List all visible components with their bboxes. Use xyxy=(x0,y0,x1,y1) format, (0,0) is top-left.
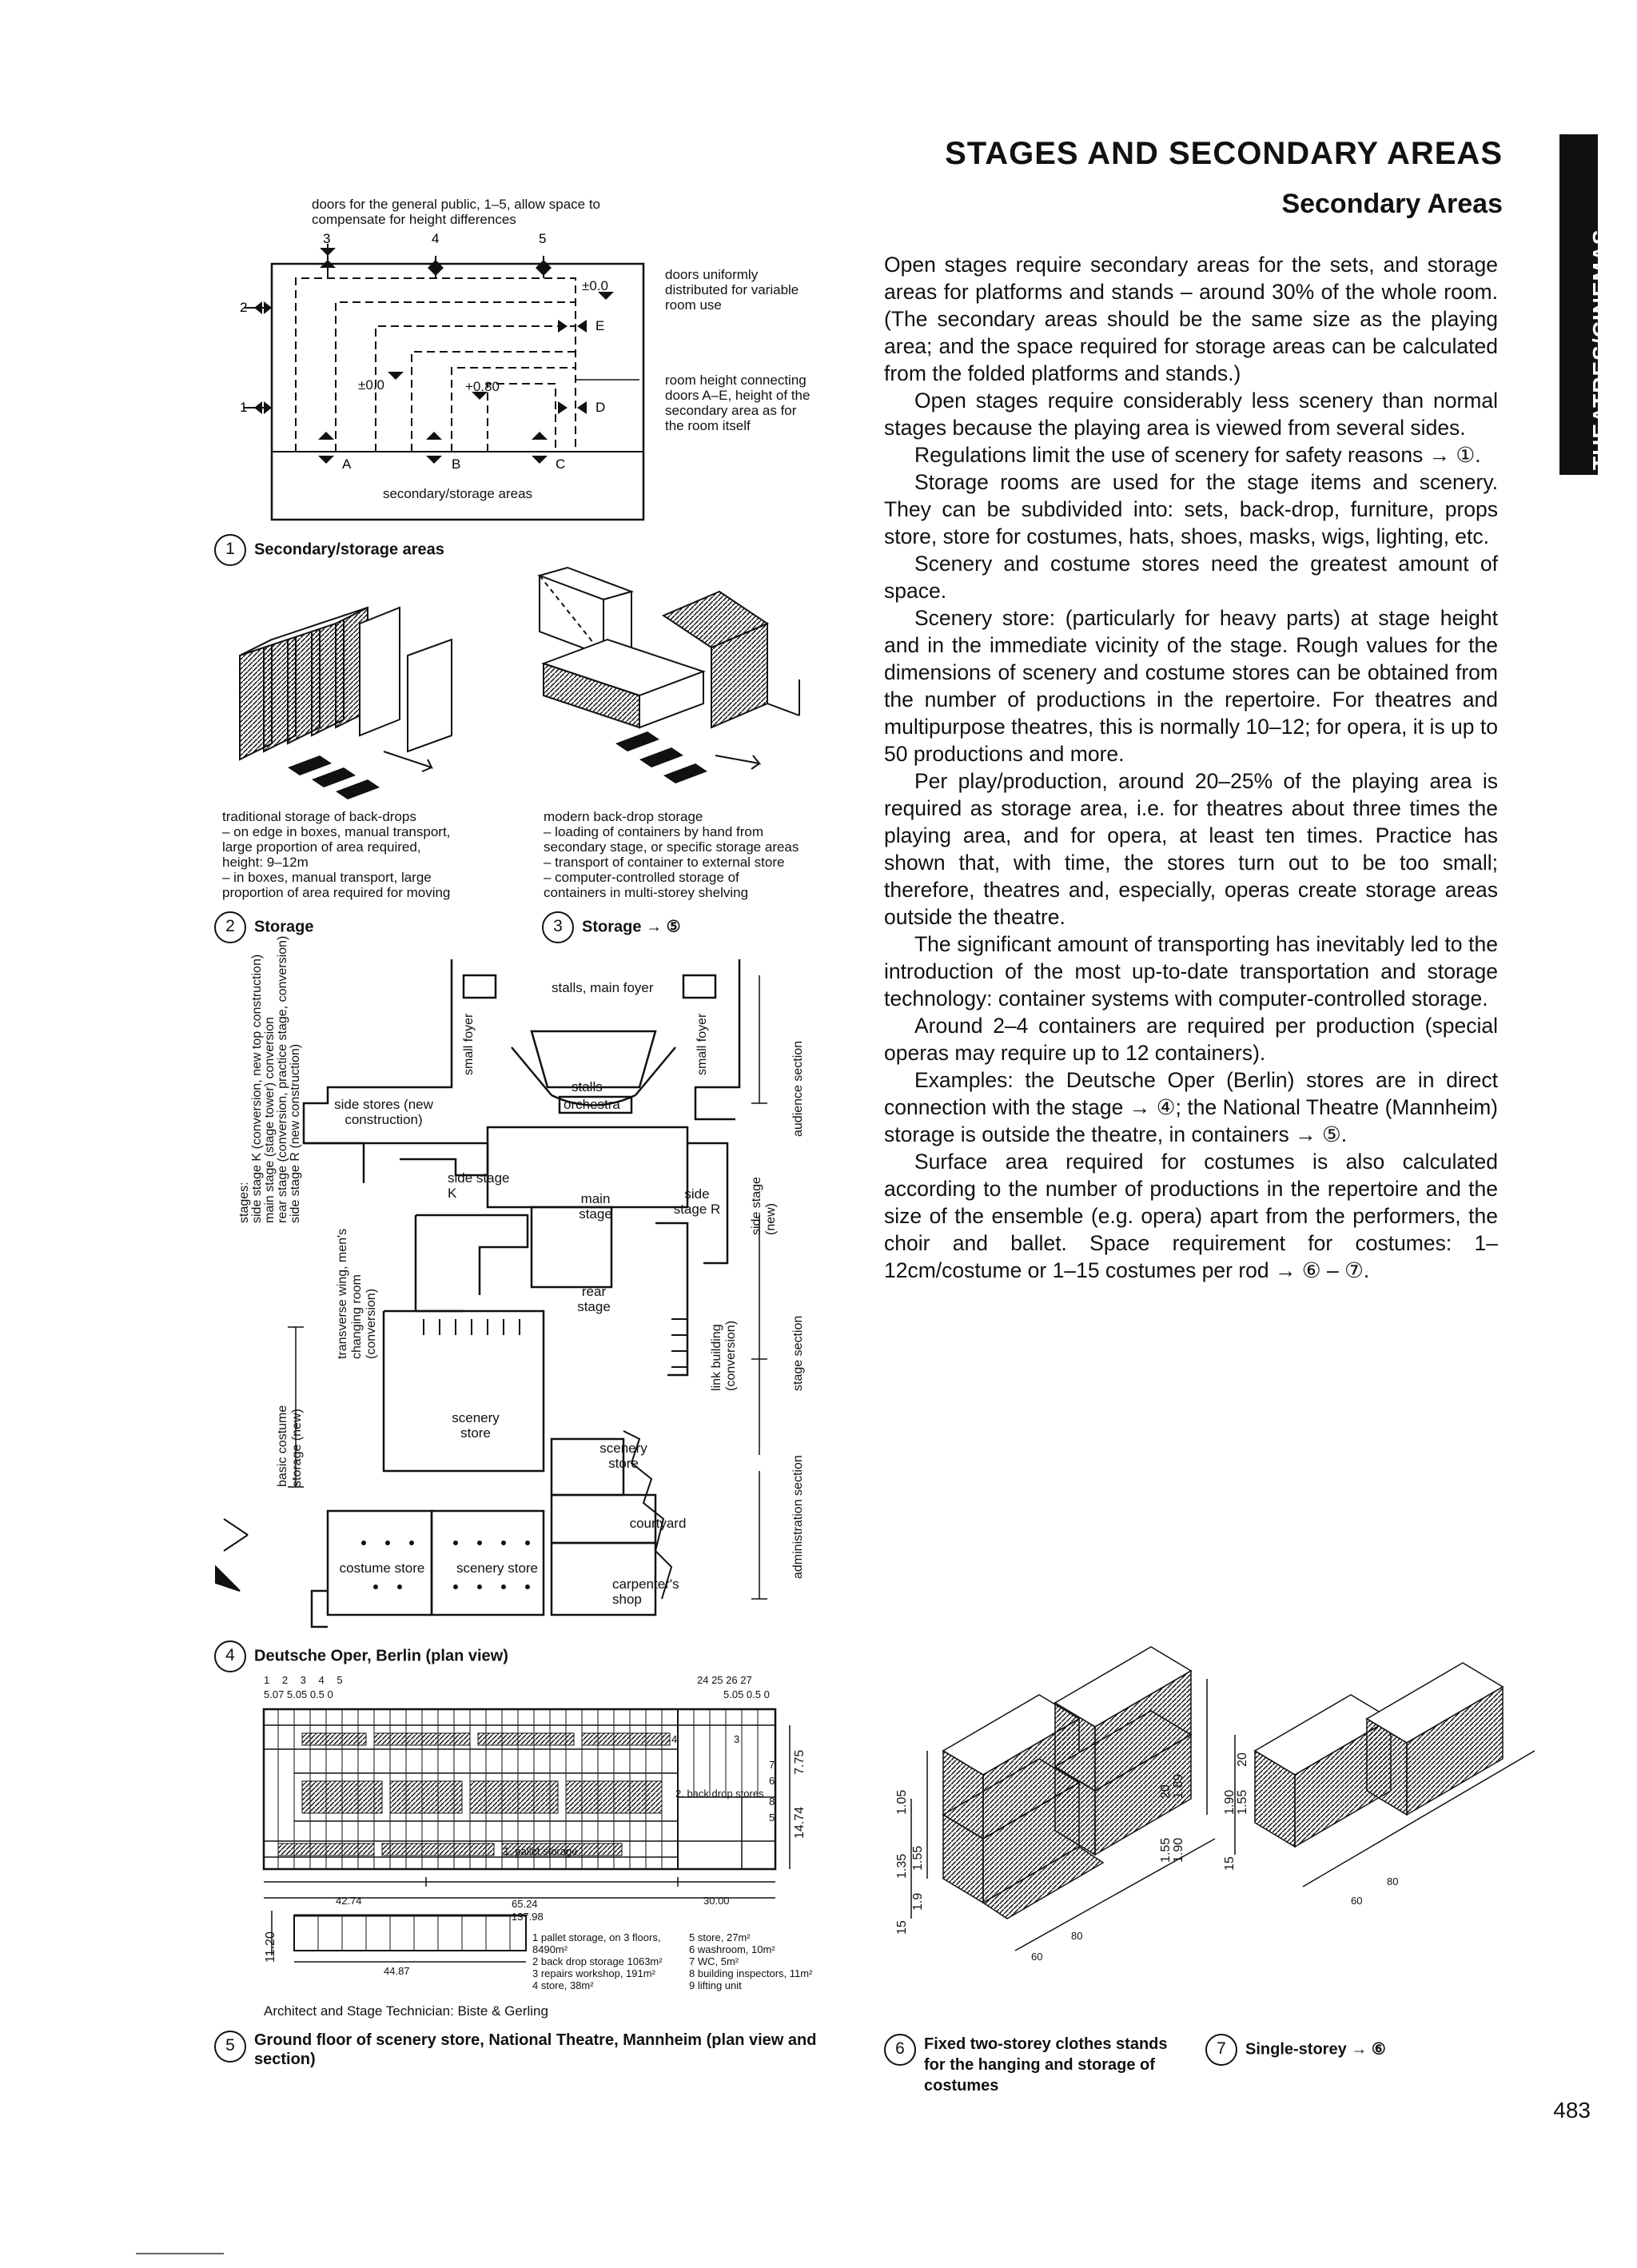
page-number: 483 xyxy=(1553,2098,1591,2123)
vlabel-small-foyer-left: small foyer xyxy=(462,1013,476,1075)
fig3-caption xyxy=(542,911,681,943)
fig5-legend-item: 8 building inspectors, 11m² xyxy=(689,1967,813,1979)
fig1-caption-text: Secondary/storage areas xyxy=(254,540,444,559)
fig6-dim: 1.89 xyxy=(1172,1773,1185,1799)
fig2-illustration xyxy=(224,576,496,807)
fig5-legend-item: 2 back drop storage 1063m² xyxy=(532,1955,663,1967)
fig1-level-top: ±0.0 xyxy=(582,278,608,293)
fig2-text-line: height: 9–12m xyxy=(222,855,309,870)
side-tab-label: THEATRES/CINEMAS xyxy=(1588,229,1613,470)
body-text xyxy=(884,251,1498,1284)
vlabel-main-stage: main stage (stage tower) conversion xyxy=(263,1017,277,1223)
vlabel-stages: stages: xyxy=(237,1182,251,1223)
fig5-legend-item: 3 repairs workshop, 191m² xyxy=(532,1967,655,1979)
vlabel-side-stage-new: side stage (new) xyxy=(750,1177,778,1235)
fig7-illustration xyxy=(1215,1655,1559,1911)
door-label: 2 xyxy=(240,300,248,315)
label-scenery-store-3: scenery store xyxy=(456,1560,539,1576)
fig5-label-8: 8 xyxy=(769,1796,775,1808)
paragraph: Open stages require secondary areas for the sets, and storage areas for platforms and stands – around 30% of the whole room. (The secondary areas should be the same size as the playing area; and the space required for storage areas can be calculated from the folded platforms and stands.) xyxy=(884,253,1498,385)
fig3-number: 3 xyxy=(542,911,574,943)
fig4-number: 4 xyxy=(214,1640,246,1672)
fig3-text-line: – loading of containers by hand from xyxy=(544,824,764,839)
door-label: B xyxy=(452,456,461,472)
fig2-text-line: – in boxes, manual transport, large xyxy=(222,870,432,885)
fig3-text xyxy=(544,809,855,900)
door-label: 4 xyxy=(432,231,440,246)
fig3-illustration xyxy=(536,568,823,807)
vlabel-small-foyer-right: small foyer xyxy=(695,1013,709,1075)
paragraph: Regulations limit the use of scenery for safety reasons → ①. xyxy=(914,443,1481,467)
door-label: 5 xyxy=(539,231,547,246)
vlabel-stage-section: stage section xyxy=(791,1315,805,1391)
fig5-dim-top-left: 5.07 5.05 0.5 0 xyxy=(264,1688,333,1700)
door-label: A xyxy=(342,456,352,472)
fig5-credit: Architect and Stage Technician: Biste & Gerling xyxy=(264,2003,548,2019)
paragraph: The significant amount of transporting has inevitably led to the introduction of the most up-to-date transportation and storage technology: container systems with computer-controlled storage. xyxy=(884,932,1498,1010)
fig6-illustration xyxy=(879,1655,1263,1975)
fig2-text-line: proportion of area required for moving xyxy=(222,885,451,900)
fig3-text-line: secondary stage, or specific storage areas xyxy=(544,839,799,855)
door-label: C xyxy=(556,456,566,472)
fig5-dim-side-2: 7.75 xyxy=(793,1749,807,1775)
fig5-dim-top-right: 5.05 0.5 0 xyxy=(723,1688,770,1700)
fig5-label-4: 4 xyxy=(671,1733,678,1745)
fig1-level-080: +0.80 xyxy=(465,379,500,394)
label-scenery-store: scenery store xyxy=(452,1410,500,1441)
label-courtyard: courtyard xyxy=(629,1516,687,1531)
fig5-dim-5: 44.87 xyxy=(384,1965,410,1977)
label-orchestra: orchestra xyxy=(564,1097,620,1112)
label-carpenters-shop: carpenter's shop xyxy=(612,1576,679,1607)
fig5-legend-left xyxy=(532,1931,692,1991)
fig5-dim-2: 65.24 xyxy=(512,1898,538,1910)
door-label: E xyxy=(595,318,605,333)
fig7-dim: 15 xyxy=(1223,1856,1237,1871)
fig5-dim-1: 42.74 xyxy=(336,1895,362,1907)
fig1-level-left: ±0.0 xyxy=(358,377,384,393)
fig5-dim-side-1: 14.74 xyxy=(793,1806,807,1839)
paragraph: Scenery and costume stores need the greatest amount of space. xyxy=(884,552,1498,603)
fig2-caption xyxy=(214,911,313,943)
fig3-caption-text: Storage → ⑤ xyxy=(582,918,681,936)
vlabel-rear-stage: rear stage (conversion, practice stage, conversion) xyxy=(276,935,289,1223)
fig1-caption xyxy=(214,534,444,566)
fig5-legend-item: 5 store, 27m² xyxy=(689,1931,751,1943)
label-side-stores: side stores (new construction) xyxy=(334,1097,433,1127)
fig3-text-line: – computer-controlled storage of xyxy=(544,870,739,885)
fig2-text-line: – on edge in boxes, manual transport, xyxy=(222,824,451,839)
fig1-right-note-1: doors uniformly distributed for variable room use xyxy=(665,267,799,313)
fig5-legend-item: 6 washroom, 10m² xyxy=(689,1943,775,1955)
door-label: 3 xyxy=(323,231,331,246)
vlabel-side-stage-r: side stage R (new construction) xyxy=(289,1043,302,1223)
label-stalls: stalls xyxy=(572,1079,603,1094)
page-title: STAGES AND SECONDARY AREAS xyxy=(945,136,1503,171)
fig1-top-note: doors for the general public, 1–5, allow space to compensate for height differences xyxy=(312,197,601,227)
fig5-label-pallet: 1. pallet storage xyxy=(504,1845,578,1857)
side-tab xyxy=(1559,134,1613,475)
fig5-legend-item: 7 WC, 5m² xyxy=(689,1955,739,1967)
fig6-dim: 20 xyxy=(1159,1784,1173,1799)
fig4-plan xyxy=(224,959,831,1639)
label-side-stage-r: side stage R xyxy=(673,1186,721,1217)
fig7-caption-text: Single-storey → ⑥ xyxy=(1245,2040,1386,2059)
paragraph: Examples: the Deutsche Oper (Berlin) stores are in direct connection with the stage → ④; the National Theatre (Mannheim) storage is outside the theatre, in containers → ⑤. xyxy=(884,1068,1498,1146)
vlabel-link-building: link building (conversion) xyxy=(710,1320,738,1391)
fig6-dim: 1.55 xyxy=(1159,1837,1173,1863)
fig2-text-line: large proportion of area required, xyxy=(222,839,421,855)
paragraph: Per play/production, around 20–25% of the playing area is required as storage area, i.e. for theatres about three times the playing area, and for opera, at least ten times. Practice has shown that, with time, the stores turn out to be too small; therefore, theatres and, especially, operas create storage areas outside the theatre. xyxy=(884,769,1498,929)
label-stalls-main-foyer: stalls, main foyer xyxy=(552,980,654,995)
fig6-dim: 15 xyxy=(895,1920,909,1935)
fig5-legend-item: 9 lifting unit xyxy=(689,1979,742,1991)
fig6-dim: 1.35 xyxy=(895,1853,909,1879)
paragraph: Surface area required for costumes is also calculated according to the number of productions in the repertoire and the size of the ensemble (e.g. opera) apart from the performers, the choir and ballet. Space requirement for costumes: 1–12cm/costume or 1–15 costumes per rod → ⑥ – ⑦. xyxy=(884,1150,1498,1282)
fig7-dim: 80 xyxy=(1387,1875,1399,1887)
fig3-text-line: – transport of container to external store xyxy=(544,855,785,870)
fig3-text-line: containers in multi-storey shelving xyxy=(544,885,749,900)
label-scenery-store-2: scenery store xyxy=(599,1441,647,1471)
fig6-dim: 80 xyxy=(1071,1930,1083,1942)
fig1-right-note-2: room height connecting doors A–E, height of the secondary area as for the room itself xyxy=(665,373,811,433)
fig6-dim: 1.55 xyxy=(911,1845,925,1871)
fig7-dim: 60 xyxy=(1351,1895,1363,1907)
fig5-dim-4: 137.98 xyxy=(512,1911,544,1923)
fig2-text-line: traditional storage of back-drops xyxy=(222,809,416,824)
paragraph: Scenery store: (particularly for heavy parts) at stage height and in the immediate vicinity of the stage. Rough values for the dimensions of scenery and costume stores can be obtained from the number of productions in the repertoire. For theatres and multipurpose theatres, this is normally 10–12; for opera, it is up to 50 productions and more. xyxy=(884,606,1498,766)
fig7-dim: 1.55 xyxy=(1236,1789,1249,1815)
fig5-label-backdrop: 2. back drop stores xyxy=(675,1788,764,1800)
label-rear-stage: rear stage xyxy=(577,1284,611,1314)
fig4-caption xyxy=(214,1640,508,1672)
fig6-caption-text: Fixed two-storey clothes stands for the hanging and storage of costumes xyxy=(924,2035,1168,2095)
fig5-dim-side-3: 11.20 xyxy=(264,1931,277,1963)
fig6-dim: 1.05 xyxy=(895,1789,909,1815)
fig6-caption xyxy=(884,2034,1188,2096)
vlabel-side-stage-k: side stage K (conversion, new top construction) xyxy=(250,954,264,1223)
fig1-number: 1 xyxy=(214,534,246,566)
paragraph: Around 2–4 containers are required per production (special operas may require up to 12 containers). xyxy=(884,1014,1498,1065)
fig5-legend-item: 4 store, 38m² xyxy=(532,1979,594,1991)
fig7-dim: 1.90 xyxy=(1223,1789,1237,1815)
vlabel-audience-section: audience section xyxy=(791,1040,805,1137)
footer-rule xyxy=(136,2253,224,2254)
fig6-dim: 1.90 xyxy=(1172,1837,1185,1863)
label-side-stage-k: side stage K xyxy=(448,1170,510,1201)
vlabel-basic-costume: basic costume storage (new) xyxy=(276,1405,304,1487)
door-label: 1 xyxy=(240,400,248,415)
fig7-dim: 20 xyxy=(1236,1752,1249,1767)
fig6-number: 6 xyxy=(884,2034,916,2066)
fig5-plan xyxy=(262,1701,806,1969)
fig5-label-5: 5 xyxy=(769,1812,775,1824)
fig3-text-line: modern back-drop storage xyxy=(544,809,703,824)
door-label: D xyxy=(595,400,606,415)
fig5-axis-top-left: 1 2 3 4 5 xyxy=(264,1674,343,1686)
fig5-caption xyxy=(214,2031,822,2069)
fig4-caption-text: Deutsche Oper, Berlin (plan view) xyxy=(254,1647,508,1665)
fig6-dim: 60 xyxy=(1031,1951,1043,1963)
fig5-number: 5 xyxy=(214,2031,246,2063)
fig6-dim: 1.9 xyxy=(911,1892,925,1911)
label-main-stage: main stage xyxy=(579,1191,612,1222)
fig5-dim-3: 30.00 xyxy=(703,1895,730,1907)
label-costume-store: costume store xyxy=(339,1560,425,1576)
paragraph: Open stages require considerably less scenery than normal stages because the playing area is viewed from several sides. xyxy=(884,389,1498,440)
fig5-legend-right xyxy=(689,1931,849,1991)
fig5-label-3: 3 xyxy=(734,1733,740,1745)
fig2-number: 2 xyxy=(214,911,246,943)
vlabel-transverse-wing: transverse wing, men's changing room (conversion) xyxy=(336,1228,378,1359)
fig7-caption xyxy=(1205,2034,1386,2066)
fig1-bottom-label: secondary/storage areas xyxy=(382,486,533,501)
paragraph: Storage rooms are used for the stage items and scenery. They can be subdivided into: sets, back-drop, furniture, props store, store for costumes, hats, shoes, masks, wigs, lighting, etc. xyxy=(884,470,1498,548)
fig5-caption-text: Ground floor of scenery store, National Theatre, Mannheim (plan view and section) xyxy=(254,2031,817,2068)
fig5-legend-item: 1 pallet storage, on 3 floors, 8490m² xyxy=(532,1931,661,1955)
page-subtitle: Secondary Areas xyxy=(1281,189,1503,219)
fig5-label-6: 6 xyxy=(769,1775,775,1787)
fig5-axis-top-right: 24 25 26 27 xyxy=(697,1674,752,1686)
vlabel-administration-section: administration section xyxy=(791,1455,805,1579)
fig2-caption-text: Storage xyxy=(254,918,314,936)
fig5-label-7: 7 xyxy=(769,1759,775,1771)
fig2-text xyxy=(222,809,534,900)
fig7-number: 7 xyxy=(1205,2034,1237,2066)
